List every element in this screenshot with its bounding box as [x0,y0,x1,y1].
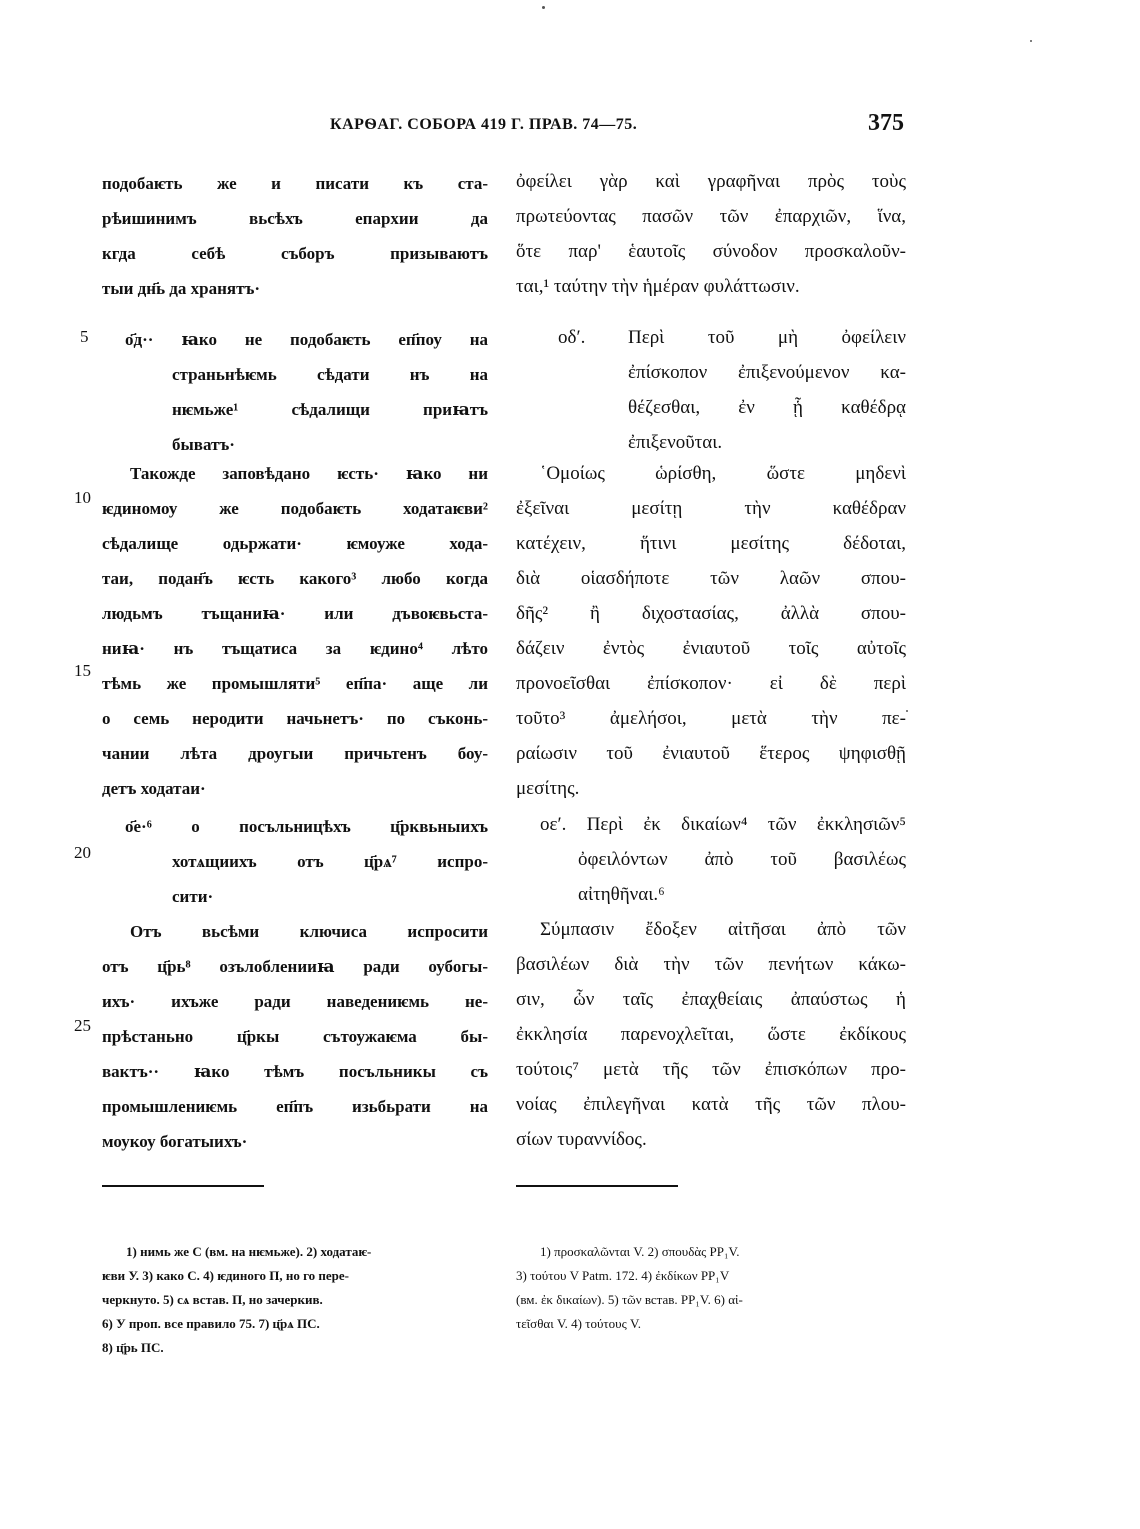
greek-line: ται,¹ ταύτην τὴν ἡμέραν φυλάττωσιν. [516,276,800,297]
slavonic-line: промышлениѥмь еп҃пъ изьбьрати на [102,1097,488,1116]
slavonic-line: Отъ вьсѣми ключиса испросити [130,922,488,941]
slavonic-line: прѣстаньно ц҃ркы сътоужаѥма бы- [102,1027,488,1046]
greek-line: κατέχειν, ἥτινι μεσίτης δέδοται, [516,533,906,554]
slavonic-line: о семь неродити начьнетъ· по съконь- [102,709,488,728]
greek-line: προνοεῖσθαι ἐπίσκοπον· εἰ δὲ περὶ [516,673,906,694]
greek-line: πρωτεύοντας πασῶν τῶν ἐπαρχιῶν, ἵνα, [516,206,906,227]
running-title: КАРѲАГ. СОБОРА 419 Г. ПРАВ. 74—75. [330,116,638,133]
scan-speck [906,710,908,712]
line-number-10: 10 [74,488,91,507]
greek-line: νοίας ἐπιλεγῆναι κατὰ τῆς τῶν πλου- [516,1094,906,1115]
slavonic-line: чании лѣта дроугыи причьтенъ боу- [102,744,488,763]
slavonic-line: вактъ·· ꙗко тѣмъ посъльникы съ [102,1062,488,1081]
line-number-20: 20 [74,843,91,862]
slavonic-line: кгда себѣ съборъ призываютъ [102,244,488,263]
slavonic-line: детъ ходатаи· [102,779,206,798]
greek-line: ἐκκλησία παρενοχλεῖται, ὥστε ἐκδίκους [516,1024,906,1045]
footnote-line: 1) нимь же C (вм. на нѥмьже). 2) ходатаѥ- [126,1244,372,1259]
slavonic-rule-74-heading: о҃д·· ꙗко не подобаѥть еп҃поу на [125,330,488,349]
slavonic-line: таи, подан҃ъ ѥсть какого³ любо когда [102,569,488,588]
footnote-rule-right [516,1185,678,1187]
slavonic-line: сѣдалище одьржати· ѥмоуже хода- [102,534,488,553]
slavonic-line: тѣмь же промышляти⁵ еп҃па· аще ли [102,674,488,693]
greek-line: ὀφείλει γὰρ καὶ γραφῆναι πρὸς τοὺς [516,171,906,192]
greek-rule-74-number: οδʹ. [558,327,586,348]
slavonic-line: подобаѥть же и писати къ ста- [102,174,488,193]
footnote-line: 1) προσκαλῶνται V. 2) σπουδὰς PP₁V. [540,1244,740,1259]
slavonic-rule-74-heading: страньнѣѥмь сѣдати нъ на [172,365,488,384]
line-number-25: 25 [74,1016,91,1035]
footnote-line: τεῖσθαι V. 4) τούτους V. [516,1316,641,1331]
slavonic-line: рѣишинимъ вьсѣхъ епархии да [102,209,488,228]
greek-rule-75-heading: ὀφειλόντων ἀπὸ τοῦ βασιλέως [578,849,906,870]
footnote-line: 3) τούτου V Patm. 172. 4) ἐκδίκων PP₁V [516,1268,730,1283]
line-number-15: 15 [74,661,91,680]
greek-line: ἐξεῖναι μεσίτῃ τὴν καθέδραν [516,498,906,519]
footnote-line: (вм. ἐκ δικαίων). 5) τῶν встав. PP₁V. 6) αἰ- [516,1292,743,1307]
slavonic-line: отъ ц҃рь⁸ озълобленииꙗ ради оубогы- [102,957,488,976]
greek-rule-74-heading: ἐπιξενοῦται. [628,432,723,453]
slavonic-line: моукоу богатыихъ· [102,1132,248,1151]
footnote-line: 8) ц҃рь ПС. [102,1340,164,1355]
slavonic-rule-75-heading: сити· [172,887,214,906]
greek-line: μεσίτης. [516,778,580,799]
slavonic-rule-75-heading: хотѧщиихъ отъ ц҃рѧ⁷ испро- [172,852,488,871]
footnote-line: 6) У проп. все правило 75. 7) ц҃рѧ ПС. [102,1316,320,1331]
greek-line: δῆς² ἢ διχοστασίας, ἀλλὰ σπου- [516,603,906,624]
greek-line: ραίωσιν τοῦ ἐνιαυτοῦ ἕτερος ψηφισθῇ [516,743,906,764]
slavonic-line: ниꙗ· нъ тъщатиса за ѥдино⁴ лѣто [102,639,488,658]
slavonic-line: людьмъ тъщаниꙗ· или дъвоѥвьста- [102,604,488,623]
greek-line: τοῦτο³ ἀμελήσοι, μετὰ τὴν πε- [516,708,906,729]
footnote-line: черкнуто. 5) сѧ встав. П, но зачеркив. [102,1292,323,1307]
slavonic-line: ихъ· ихъже ради наведениѥмь не- [102,992,488,1011]
greek-rule-75-heading: αἰτηθῆναι.⁶ [578,884,665,905]
slavonic-line: ѥдиномоу же подобаѥть ходатаѥви² [102,499,488,518]
greek-line: σίων τυραννίδος. [516,1129,647,1150]
greek-line: σιν, ὧν ταῖς ἐπαχθείαις ἀπαύστως ἡ [516,989,906,1010]
footnote-line: ѥви У. 3) како С. 4) ѥдиного П, но го пере- [102,1268,349,1283]
slavonic-line: тыи дн҃ь да хранятъ· [102,279,261,298]
greek-rule-74-heading: θέζεσθαι, ἐν ᾗ καθέδρᾳ [628,397,906,418]
greek-line: βασιλέων διὰ τὴν τῶν πενήτων κάκω- [516,954,906,975]
scan-speck [542,6,545,9]
slavonic-rule-74-heading: быватъ· [172,435,235,454]
scan-speck [1030,40,1032,42]
greek-line: Σύμπασιν ἔδοξεν αἰτῆσαι ἀπὸ τῶν [540,919,906,940]
greek-rule-75-heading: οεʹ. Περὶ ἐκ δικαίων⁴ τῶν ἐκκλησιῶν⁵ [540,814,906,835]
greek-line: ὅτε παρ' ἑαυτοῖς σύνοδον προσκαλοῦν- [516,241,906,262]
greek-line: τούτοις⁷ μετὰ τῆς τῶν ἐπισκόπων προ- [516,1059,906,1080]
greek-rule-74-heading: ἐπίσκοπον ἐπιξενούμενον κα- [628,362,906,383]
page-number: 375 [868,110,904,136]
greek-line: ῾Ομοίως ὡρίσθη, ὥστε μηδενὶ [540,463,906,484]
footnote-rule-left [102,1185,264,1187]
line-number-5: 5 [80,327,89,346]
slavonic-line: Такожде заповѣдано ѥсть· ꙗко ни [130,464,488,483]
greek-line: δάζειν ἐντὸς ἐνιαυτοῦ τοῖς αὐτοῖς [516,638,906,659]
slavonic-rule-74-heading: нѥмьже¹ сѣдалищи приꙗтъ [172,400,488,419]
slavonic-rule-75-heading: о҃е·⁶ о посъльницѣхъ ц҃рквьныихъ [125,817,488,836]
greek-rule-74-heading: Περὶ τοῦ μὴ ὀφείλειν [628,327,906,348]
greek-line: διὰ οἱασδήποτε τῶν λαῶν σπου- [516,568,906,589]
